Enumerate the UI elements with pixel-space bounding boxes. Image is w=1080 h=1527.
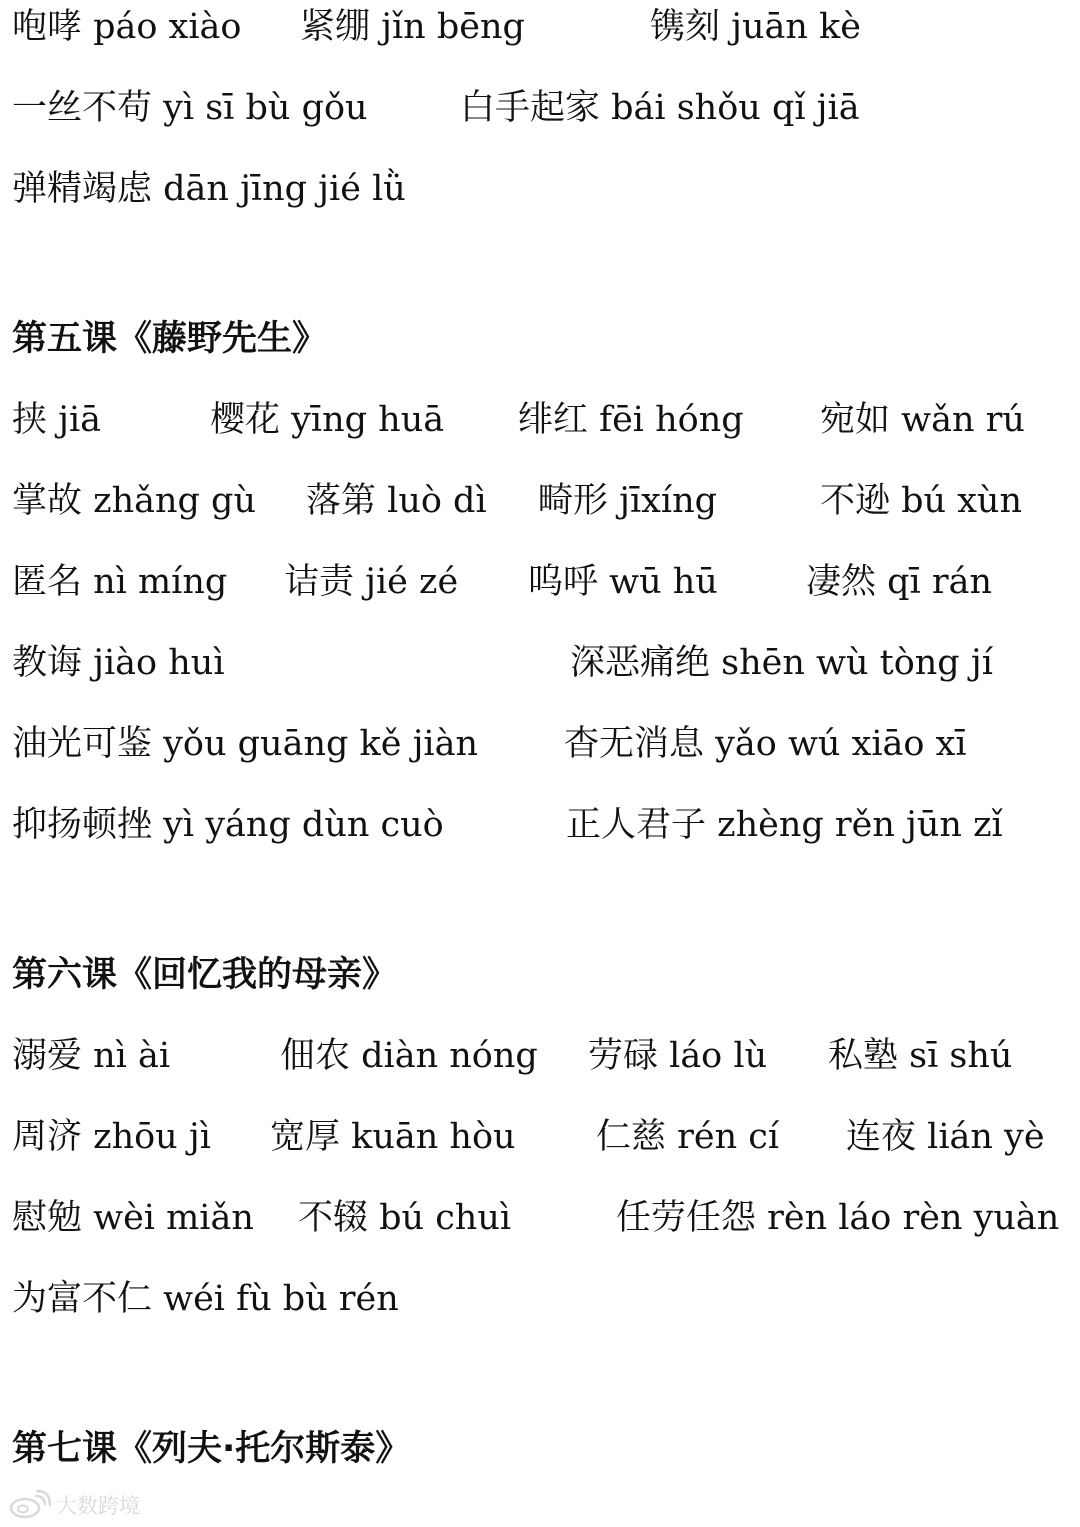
vocab-item: 溺爱 nì ài xyxy=(12,1036,171,1076)
vocab-item: 杳无消息 yǎo wú xiāo xī xyxy=(564,724,967,764)
vocab-item: 掌故 zhǎng gù xyxy=(12,481,256,521)
vocab-item: 劳碌 láo lù xyxy=(588,1036,768,1076)
vocab-item: 佃农 diàn nóng xyxy=(280,1036,538,1076)
vocab-item: 一丝不苟 yì sī bù gǒu xyxy=(12,88,368,128)
vocab-item: 宽厚 kuān hòu xyxy=(270,1117,516,1157)
vocab-item: 匿名 nì míng xyxy=(12,562,228,602)
lesson-heading: 第六课《回忆我的母亲》 xyxy=(12,955,398,995)
vocab-item: 镌刻 juān kè xyxy=(650,7,861,47)
vocab-item: 樱花 yīng huā xyxy=(210,400,445,440)
vocab-item: 私塾 sī shú xyxy=(828,1036,1013,1076)
vocab-item: 抑扬顿挫 yì yáng dùn cuò xyxy=(12,805,444,845)
vocab-item: 为富不仁 wéi fù bù rén xyxy=(12,1279,399,1319)
vocab-item: 凄然 qī rán xyxy=(806,562,992,602)
vocab-item: 紧绷 jǐn bēng xyxy=(300,7,525,47)
vocab-item: 深恶痛绝 shēn wù tòng jí xyxy=(570,643,993,683)
watermark-text: 大数跨境 xyxy=(56,1494,140,1518)
vocab-item: 咆哮 páo xiào xyxy=(12,7,242,47)
lesson-heading: 第五课《藤野先生》 xyxy=(12,319,328,359)
vocab-item: 畸形 jīxíng xyxy=(538,481,718,521)
vocab-item: 不逊 bú xùn xyxy=(820,481,1023,521)
vocab-item: 宛如 wǎn rú xyxy=(820,400,1025,440)
vocab-item: 白手起家 bái shǒu qǐ jiā xyxy=(460,88,860,128)
vocab-item: 绯红 fēi hóng xyxy=(518,400,744,440)
vocab-item: 教诲 jiào huì xyxy=(12,643,225,683)
vocab-item: 油光可鉴 yǒu guāng kě jiàn xyxy=(12,724,479,764)
vocab-item: 仁慈 rén cí xyxy=(596,1117,780,1157)
vocab-item: 落第 luò dì xyxy=(306,481,487,521)
lesson-heading: 第七课《列夫·托尔斯泰》 xyxy=(12,1429,411,1469)
vocab-item: 周济 zhōu jì xyxy=(12,1117,211,1157)
vocab-item: 呜呼 wū hū xyxy=(528,562,718,602)
watermark xyxy=(8,1488,140,1522)
vocab-item: 慰勉 wèi miǎn xyxy=(12,1198,254,1238)
vocab-item: 正人君子 zhèng rěn jūn zǐ xyxy=(566,805,1003,845)
vocab-item: 任劳任怨 rèn láo rèn yuàn xyxy=(616,1198,1060,1238)
vocab-item: 弹精竭虑 dān jīng jié lǜ xyxy=(12,169,406,209)
vocab-item: 诘责 jié zé xyxy=(284,562,459,602)
vocab-item: 连夜 lián yè xyxy=(846,1117,1045,1157)
vocab-item: 挟 jiā xyxy=(12,400,102,440)
weibo-logo-icon xyxy=(8,1490,52,1520)
vocab-item: 不辍 bú chuì xyxy=(298,1198,512,1238)
